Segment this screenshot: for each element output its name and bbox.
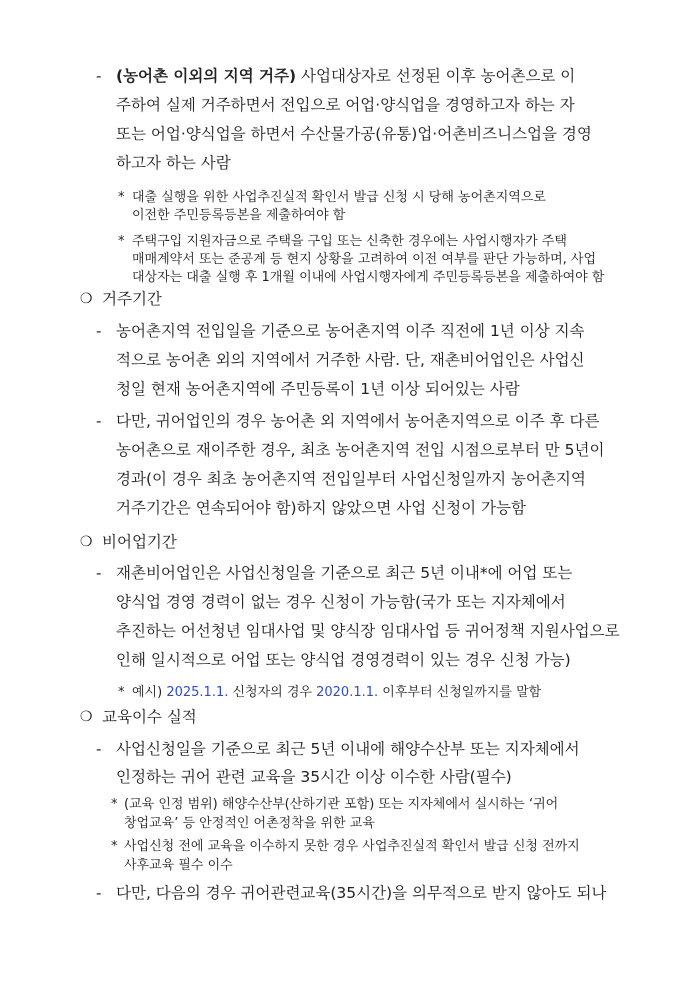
note-line: 매매계약서 또는 준공계 등 현지 상황을 고려하여 이전 여부를 판단 가능하며, 사업 bbox=[132, 252, 597, 267]
text: 이후부터 신청일까지를 말함 bbox=[378, 685, 542, 700]
circle-bullet: ❍ bbox=[80, 291, 93, 307]
paragraph-line: 적으로 농어촌 외의 지역에서 거주한 사람. 단, 재촌비어업인은 사업신 bbox=[116, 351, 585, 369]
dash-bullet: - bbox=[96, 322, 102, 340]
note-star: * bbox=[118, 234, 125, 249]
paragraph-line bbox=[116, 66, 630, 86]
bold-lead: (농어촌 이외의 지역 거주) bbox=[116, 67, 297, 85]
paragraph-line: 또는 어업·양식업을 하면서 수산물가공(유통)업·어촌비즈니스업을 경영 bbox=[116, 125, 592, 143]
paragraph-line: 경과(이 경우 최초 농어촌지역 전입일부터 사업신청일까지 농어촌지역 bbox=[116, 470, 586, 488]
circle-bullet: ❍ bbox=[80, 534, 93, 550]
paragraph-line: 인정하는 귀어 관련 교육을 35시간 이상 이수한 사람(필수) bbox=[116, 768, 512, 786]
example-date-from: 2020.1.1. bbox=[316, 685, 379, 700]
note-line: 사후교육 필수 이수 bbox=[124, 858, 233, 873]
paragraph-line: 다만, 귀어업인의 경우 농어촌 외 지역에서 농어촌지역으로 이주 후 다른 bbox=[116, 412, 600, 430]
note-line: (교육 인정 범위) 해양수산부(산하기관 포함) 또는 지자체에서 실시하는 ‘귀어 bbox=[124, 797, 559, 812]
dash-bullet: - bbox=[96, 412, 102, 430]
text: 신청자의 경우 bbox=[228, 685, 317, 700]
note-line: 이전한 주민등록등본을 제출하여야 함 bbox=[132, 208, 346, 223]
note-star: * bbox=[118, 685, 125, 700]
paragraph-line: 양식업 경영 경력이 없는 경우 신청이 가능함(국가 또는 지자체에서 bbox=[116, 593, 566, 611]
paragraph-line: 청일 현재 농어촌지역에 주민등록이 1년 이상 되어있는 사람 bbox=[116, 380, 520, 398]
paragraph-line: 거주기간은 연속되어야 함)하지 않았으면 사업 신청이 가능함 bbox=[116, 499, 526, 517]
paragraph-line: 인해 일시적으로 어업 또는 양식업 경영경력이 있는 경우 신청 가능) bbox=[116, 651, 571, 669]
note-star: * bbox=[111, 839, 118, 854]
dash-bullet: - bbox=[96, 67, 102, 85]
note-line: 대출 실행을 위한 사업추진실적 확인서 발급 신청 시 당해 농어촌지역으로 bbox=[132, 190, 546, 205]
example-note bbox=[132, 684, 541, 702]
dash-bullet: - bbox=[96, 740, 102, 758]
note-line: 사업신청 전에 교육을 이수하지 못한 경우 사업추진실적 확인서 발급 신청 전까지 bbox=[124, 839, 580, 854]
paragraph-line: 재촌비어업인은 사업신청일을 기준으로 최근 5년 이내*에 어업 또는 bbox=[116, 564, 573, 582]
section-heading-residence: 거주기간 bbox=[102, 290, 162, 308]
paragraph-line: 농어촌으로 재이주한 경우, 최초 농어촌지역 전입 시점으로부터 만 5년이 bbox=[116, 441, 605, 459]
paragraph-line: 주하여 실제 거주하면서 전입으로 어업·양식업을 경영하고자 하는 자 bbox=[116, 96, 575, 114]
note-line: 대상자는 대출 실행 후 1개월 이내에 사업시행자에게 주민등록등본을 제출하여야 함 bbox=[132, 270, 605, 285]
dash-bullet: - bbox=[96, 884, 102, 902]
note-star: * bbox=[111, 797, 118, 812]
paragraph-line: 하고자 하는 사람 bbox=[116, 154, 231, 172]
note-star: * bbox=[118, 190, 125, 205]
note-line: 창업교육’ 등 안정적인 어촌정착을 위한 교육 bbox=[124, 816, 375, 831]
dash-bullet: - bbox=[96, 564, 102, 582]
paragraph-line: 다만, 다음의 경우 귀어관련교육(35시간)을 의무적으로 받지 않아도 되나 bbox=[116, 884, 607, 902]
section-heading-education: 교육이수 실적 bbox=[102, 708, 197, 726]
section-heading-nonfishing: 비어업기간 bbox=[102, 533, 177, 551]
text: 예시) bbox=[132, 685, 167, 700]
text: 사업대상자로 선정된 이후 농어촌으로 이 bbox=[296, 67, 576, 85]
example-date-start: 2025.1.1. bbox=[166, 685, 229, 700]
paragraph-line: 사업신청일을 기준으로 최근 5년 이내에 해양수산부 또는 지자체에서 bbox=[116, 740, 580, 758]
paragraph-line: 추진하는 어선청년 임대사업 및 양식장 임대사업 등 귀어정책 지원사업으로 bbox=[116, 622, 620, 640]
circle-bullet: ❍ bbox=[80, 709, 93, 725]
paragraph-line: 농어촌지역 전입일을 기준으로 농어촌지역 이주 직전에 1년 이상 지속 bbox=[116, 322, 585, 340]
note-line: 주택구입 지원자금으로 주택을 구입 또는 신축한 경우에는 사업시행자가 주택 bbox=[132, 234, 567, 249]
